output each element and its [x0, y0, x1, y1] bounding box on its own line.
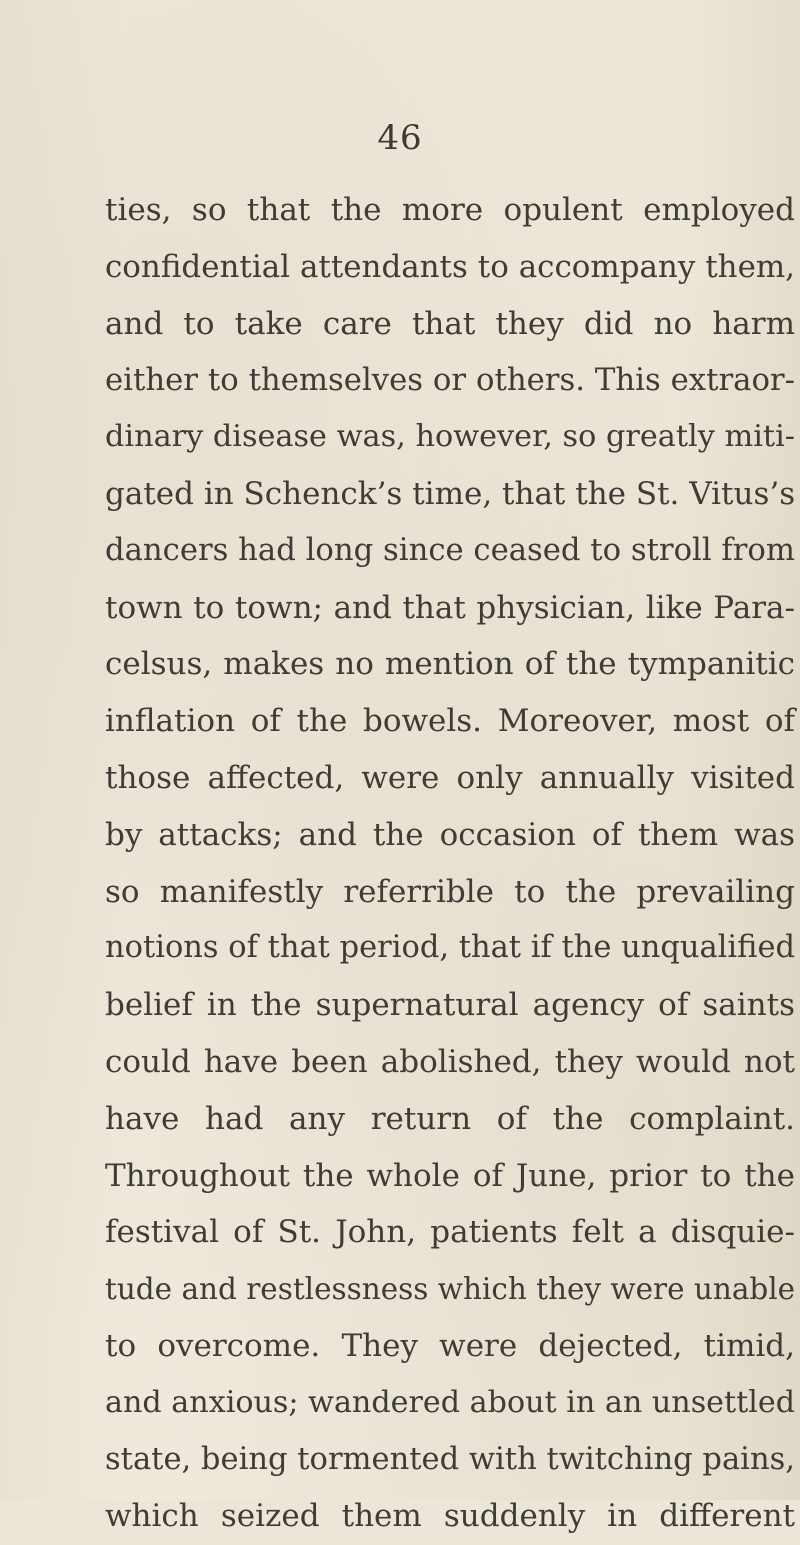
text-line: dancers had long since ceased to stroll from — [105, 532, 795, 568]
text-line: town to town; and that physician, like Para- — [105, 589, 795, 626]
text-line: ties, so that the more opulent employed — [105, 192, 795, 228]
text-line: gated in Schenck’s time, that the St. Vitus’s — [105, 475, 796, 512]
text-line: and to take care that they did no harm — [105, 305, 795, 342]
text-line: by attacks; and the occasion of them was — [105, 816, 795, 853]
text-line: and anxious; wandered about in an unsettled — [105, 1384, 796, 1420]
text-line: Throughout the whole of June, prior to the — [105, 1157, 795, 1194]
body-text — [105, 182, 795, 1545]
text-line: notions of that period, that if the unqualified — [105, 930, 795, 966]
text-line: could have been abolished, they would not — [105, 1043, 795, 1080]
text-line: either to themselves or others. This extraor- — [105, 362, 795, 399]
text-line: festival of St. John, patients felt a disquie- — [105, 1214, 795, 1251]
text-line: those affected, were only annually visited — [105, 759, 795, 796]
text-line: dinary disease was, however, so greatly miti- — [105, 419, 795, 455]
text-line: celsus, makes no mention of the tympanitic — [105, 646, 795, 683]
text-line: belief in the supernatural agency of saints — [105, 987, 795, 1024]
text-line: have had any return of the complaint. — [105, 1100, 795, 1137]
page-number: 46 — [377, 118, 423, 158]
text-line: inflation of the bowels. Moreover, most of — [105, 703, 795, 740]
text-line: tude and restlessness which they were unable — [105, 1272, 796, 1307]
text-line: which seized them suddenly in different — [105, 1498, 795, 1535]
text-line: to overcome. They were dejected, timid, — [105, 1327, 795, 1364]
text-line: state, being tormented with twitching pains, — [105, 1441, 796, 1477]
text-line: confidential attendants to accompany them, — [105, 248, 795, 285]
text-line: so manifestly referrible to the prevailing — [105, 873, 795, 910]
